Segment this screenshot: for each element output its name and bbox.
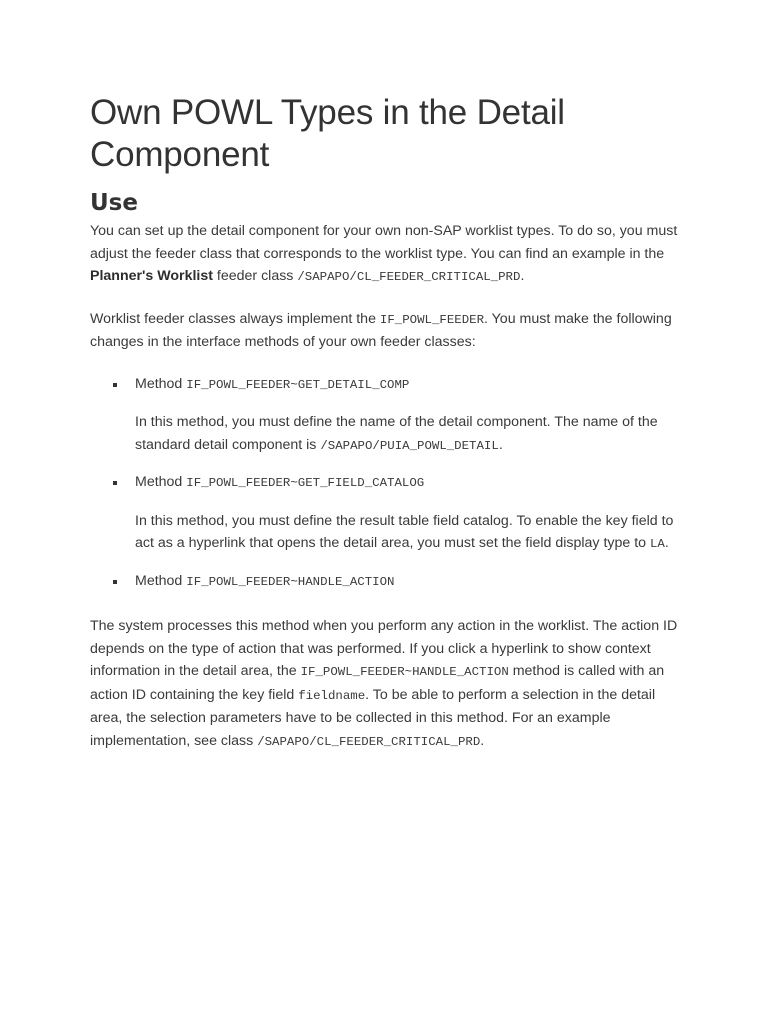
final-code-3: /SAPAPO/CL_FEEDER_CRITICAL_PRD <box>257 734 481 749</box>
interface-text-2: . You must make the following changes in the interface methods of your own feeder classes: <box>90 310 672 350</box>
square-bullet-icon <box>113 383 117 387</box>
interface-text-1: Worklist feeder classes always implement the <box>90 310 380 327</box>
feeder-class-code: /SAPAPO/CL_FEEDER_CRITICAL_PRD <box>297 270 521 284</box>
method-desc-code: /SAPAPO/PUIA_POWL_DETAIL <box>320 438 499 453</box>
method-line <box>135 570 680 594</box>
list-item-handle-action <box>90 570 680 594</box>
final-text-4: . <box>480 732 485 749</box>
method-desc-text-2: . <box>664 535 669 551</box>
final-text-1: The system processes this method when you perform any action in the worklist. The action ID depends on the type of action that was performed. If you click a hyperlink to show context information in the detail area, the <box>90 618 678 679</box>
page-title: Own POWL Types in the Detail Component <box>90 93 565 174</box>
method-desc-text-1: In this method, you must define the result table field catalog. To enable the key field to act as a hyperlink that opens the detail area, you must set the field display type to <box>135 512 674 551</box>
method-label: Method <box>135 572 187 589</box>
method-desc-code: LA <box>650 537 665 551</box>
method-description <box>135 510 680 556</box>
intro-paragraph <box>90 220 680 289</box>
method-description <box>135 411 680 457</box>
method-code: IF_POWL_FEEDER~GET_DETAIL_COMP <box>186 377 410 392</box>
list-item-get-detail-comp <box>90 373 680 458</box>
method-line <box>135 373 680 397</box>
list-item-get-field-catalog <box>90 471 680 556</box>
intro-text-1: You can set up the detail component for your own non-SAP worklist types. To do so, you must adjust the feeder class that corresponds to the worklist type. You can find an example in the <box>90 223 678 262</box>
method-list <box>90 373 680 594</box>
planners-worklist-term: Planner's Worklist <box>90 268 213 284</box>
square-bullet-icon <box>113 481 117 485</box>
section-heading-use: Use <box>90 190 138 216</box>
final-text-3: . To be able to perform a selection in the detail area, the selection parameters have to be collected in this method. For an example implementation, see class <box>90 686 656 749</box>
final-code-2: fieldname <box>298 688 366 703</box>
interface-paragraph <box>90 308 680 354</box>
method-label: Method <box>135 474 187 490</box>
final-text-2: method is called with an action ID containing the key field <box>90 663 665 703</box>
intro-text-2: feeder class <box>212 268 298 284</box>
square-bullet-icon <box>113 580 117 584</box>
method-line <box>135 471 680 495</box>
intro-text-3: . <box>520 268 525 284</box>
method-code: IF_POWL_FEEDER~GET_FIELD_CATALOG <box>186 476 425 490</box>
final-code-1: IF_POWL_FEEDER~HANDLE_ACTION <box>300 665 509 679</box>
method-code: IF_POWL_FEEDER~HANDLE_ACTION <box>186 574 395 589</box>
handle-action-paragraph <box>90 615 680 753</box>
method-desc-text-1: In this method, you must define the name of the detail component. The name of the standard detail component is <box>135 414 658 453</box>
method-label: Method <box>135 375 187 392</box>
interface-code: IF_POWL_FEEDER <box>379 312 485 327</box>
method-desc-text-2: . <box>498 436 503 453</box>
